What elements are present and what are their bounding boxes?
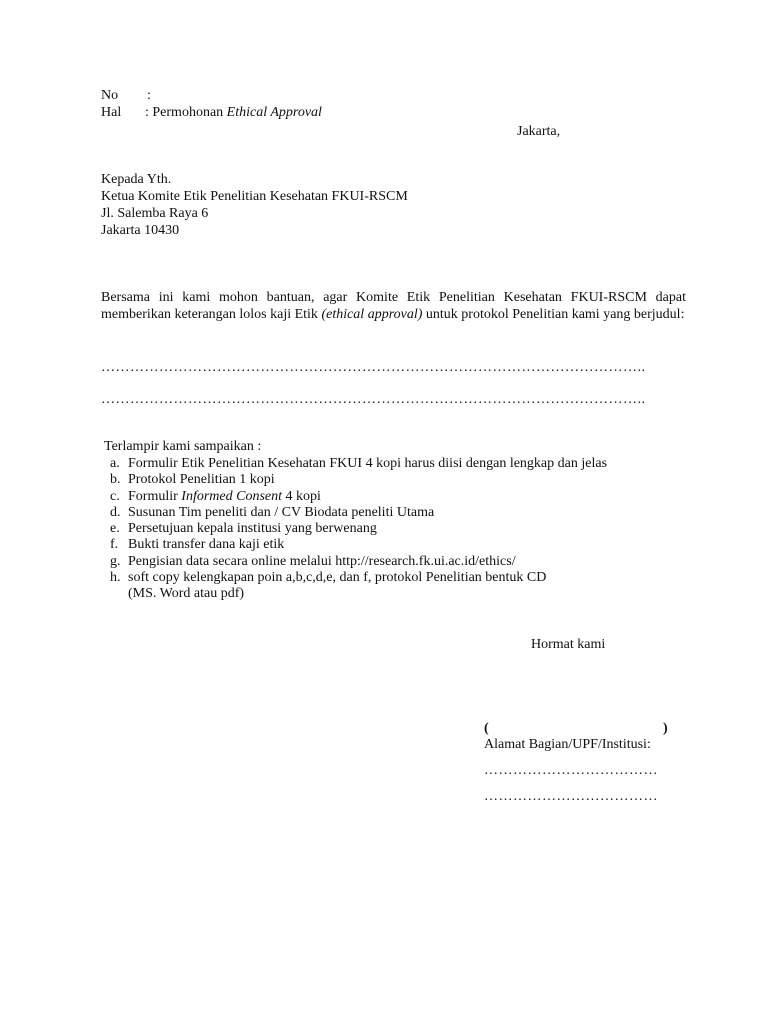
- body-paragraph: [101, 289, 686, 323]
- subject-prefix: : Permohonan: [145, 105, 227, 120]
- list-item: [101, 537, 607, 553]
- list-item-text: soft copy kelengkapan poin a,b,c,d,e, dan f, protokol Penelitian bentuk CD: [128, 570, 547, 586]
- list-marker: b.: [110, 472, 121, 488]
- list-item-text: Protokol Penelitian 1 kopi: [128, 472, 275, 488]
- recipient-line-3: Jakarta 10430: [101, 223, 180, 238]
- body-text-2: untuk protokol Penelitian kami yang berjudul:: [422, 307, 685, 322]
- recipient-line-2: Jl. Salemba Raya 6: [101, 206, 209, 221]
- recipient-greeting: Kepada Yth.: [101, 172, 172, 187]
- list-item-text: Persetujuan kepala institusi yang berwenang: [128, 521, 377, 537]
- list-item-text: Formulir Etik Penelitian Kesehatan FKUI 4 kopi harus diisi dengan lengkap dan jelas: [128, 456, 608, 471]
- signature-paren-close: ): [663, 721, 668, 736]
- attachments-list: [101, 456, 607, 603]
- no-label: No: [101, 88, 119, 103]
- list-marker: e.: [110, 521, 120, 537]
- hal-label: Hal: [101, 105, 122, 120]
- list-item: [101, 505, 607, 521]
- list-marker: g.: [110, 553, 121, 569]
- list-item-text: Bukti transfer dana kaji etik: [128, 537, 285, 553]
- list-marker: h.: [110, 570, 121, 586]
- no-colon: :: [147, 88, 151, 103]
- address-label: Alamat Bagian/UPF/Institusi:: [484, 737, 651, 752]
- list-item-text: (MS. Word atau pdf): [128, 586, 245, 602]
- list-item: [101, 570, 607, 586]
- subject-italic: Ethical Approval: [226, 105, 322, 120]
- body-text-1: Bersama ini kami mohon bantuan, agar Komite Etik Penelitian Kesehatan FKUI-RSCM dapat memberikan keterangan lolos kaji Etik: [101, 290, 686, 322]
- closing: Hormat kami: [531, 637, 606, 652]
- title-dotline-1: …………………………………………………………………………………………………..: [101, 360, 646, 375]
- list-item: [101, 472, 607, 488]
- city-date: Jakarta,: [517, 124, 561, 139]
- address-dotline-2: ………………………………: [484, 789, 658, 804]
- list-item-italic: Informed Consent: [181, 488, 282, 504]
- list-marker: d.: [110, 504, 121, 520]
- body-italic: (ethical approval): [321, 307, 423, 322]
- list-item: [101, 489, 607, 505]
- recipient-line-1: Ketua Komite Etik Penelitian Kesehatan FKUI-RSCM: [101, 189, 408, 204]
- attachments-intro: Terlampir kami sampaikan :: [104, 439, 262, 454]
- signature-paren-open: (: [484, 721, 489, 736]
- subject-line: [145, 105, 322, 121]
- list-item-text: Susunan Tim peneliti dan / CV Biodata peneliti Utama: [128, 504, 435, 520]
- title-dotline-2: …………………………………………………………………………………………………..: [101, 392, 646, 407]
- list-item: [101, 554, 607, 570]
- address-dotline-1: ………………………………: [484, 763, 658, 778]
- list-marker: c.: [110, 488, 120, 504]
- list-marker: f.: [110, 537, 119, 553]
- list-item: [101, 521, 607, 537]
- list-item-text-pre: Formulir: [128, 488, 182, 504]
- list-item: [101, 456, 607, 472]
- list-item-text: Pengisian data secara online melalui http://research.fk.ui.ac.id/ethics/: [128, 553, 516, 569]
- list-item-text-post: 4 kopi: [282, 488, 321, 504]
- list-item-continuation: [101, 586, 607, 602]
- list-marker: a.: [110, 456, 120, 471]
